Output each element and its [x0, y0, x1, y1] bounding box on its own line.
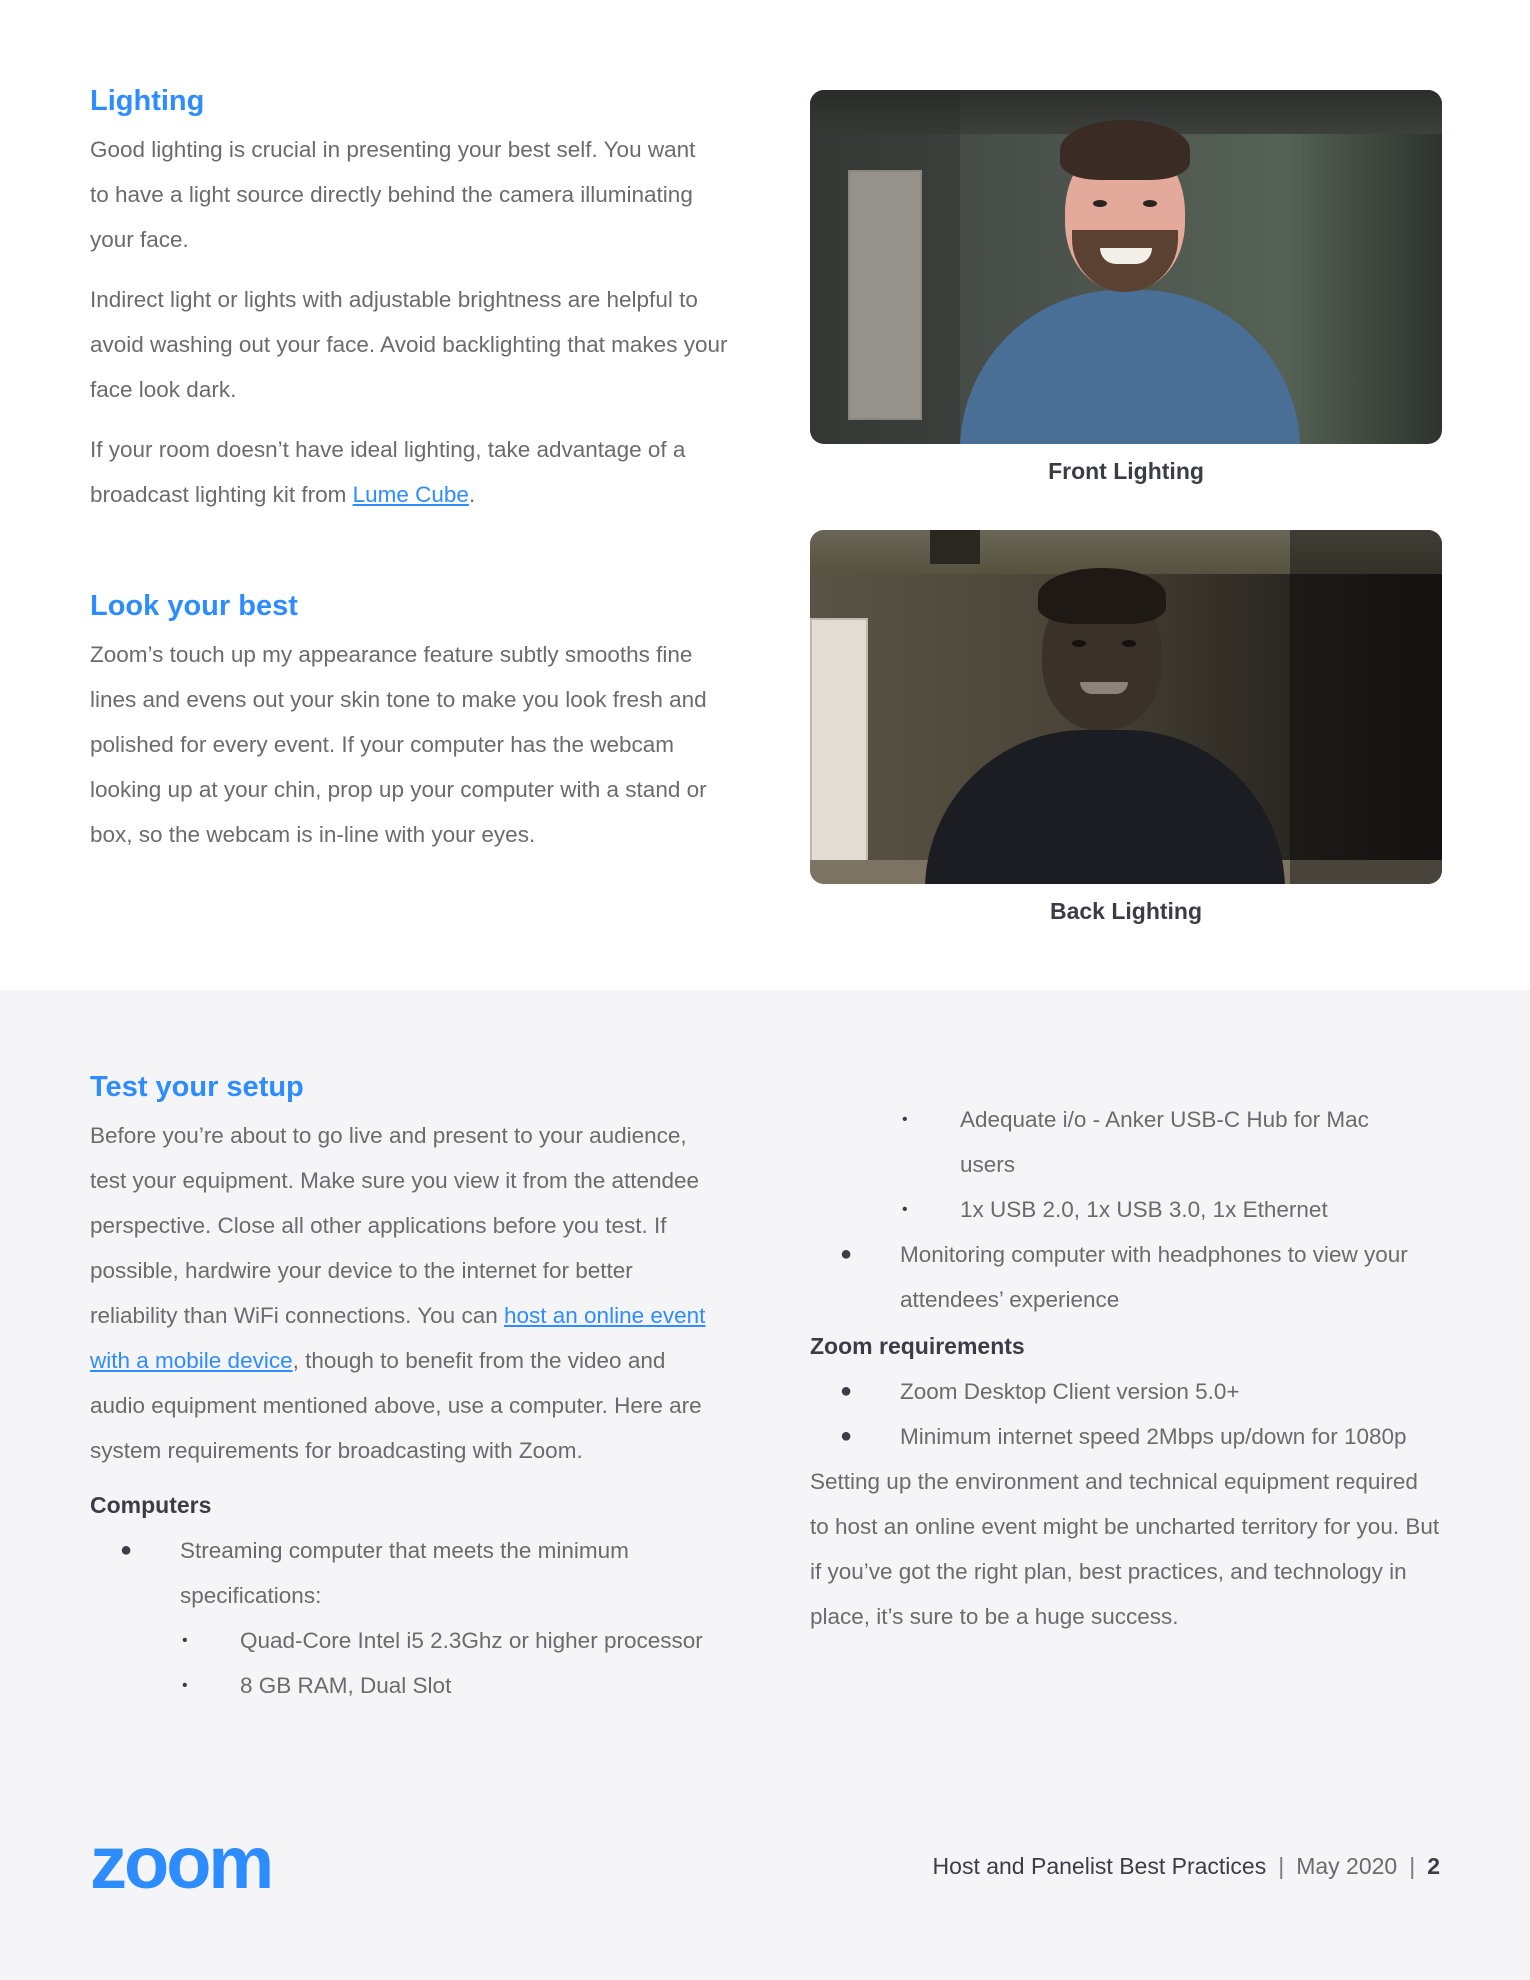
person-shirt	[925, 730, 1285, 884]
eye-right	[1143, 200, 1157, 207]
footer	[933, 1853, 1440, 1880]
zoom-requirements-heading: Zoom requirements	[810, 1333, 1025, 1359]
computers-sub-item: Quad-Core Intel i5 2.3Ghz or higher processor	[240, 1627, 703, 1653]
list-item	[90, 1618, 730, 1663]
lighting-paragraph-2: Indirect light or lights with adjustable brightness are helpful to avoid washing out your face. Avoid backlighting that makes your face look dark.	[90, 286, 728, 402]
lighting-section	[90, 84, 730, 532]
list-item	[90, 1528, 650, 1618]
mobile-device-link[interactable]: host an online event with a mobile device	[90, 1302, 706, 1373]
front-lighting-figure	[810, 90, 1442, 485]
zoom-req-item: Zoom Desktop Client version 5.0+	[900, 1379, 1240, 1404]
right-shadow	[1290, 530, 1442, 884]
bullet-icon: •	[902, 1201, 908, 1218]
bullet-icon: ●	[120, 1538, 133, 1561]
back-lighting-photo	[810, 530, 1442, 884]
footer-separator: |	[1278, 1853, 1285, 1879]
front-lighting-caption: Front Lighting	[1048, 458, 1204, 484]
zoom-req-item: Minimum internet speed 2Mbps up/down for 1080p	[900, 1424, 1407, 1449]
back-lighting-figure	[810, 530, 1442, 925]
test-setup-section	[90, 1070, 730, 1708]
bullet-icon: ●	[840, 1380, 853, 1402]
footer-doc-title: Host and Panelist Best Practices	[932, 1853, 1267, 1879]
list-item	[90, 1663, 730, 1708]
bullet-icon: ●	[840, 1243, 853, 1265]
computers-sub-item: 8 GB RAM, Dual Slot	[240, 1672, 452, 1698]
person-shirt	[960, 290, 1300, 444]
footer-separator: |	[1409, 1853, 1416, 1879]
lighting-paragraph-1: Good lighting is crucial in presenting your best self. You want to have a light source directly behind the camera illuminating your face.	[90, 136, 696, 252]
lume-cube-link[interactable]: Lume Cube	[352, 481, 469, 507]
bullet-icon: •	[182, 1631, 188, 1649]
footer-date: May 2020	[1296, 1853, 1398, 1879]
ceiling-fan	[930, 530, 980, 564]
test-setup-heading: Test your setup	[90, 1071, 304, 1103]
closing-paragraph: Setting up the environment and technical equipment required to host an online event might be uncharted territory for you. But if you’ve got the right plan, best practices, and technology in place, it’s sure to be a huge success.	[810, 1469, 1440, 1629]
test-setup-text: Before you’re about to go live and present to your audience, test your equipment. Make sure you view it from the attendee perspective. Close all other applications before you test. If possible, hardwire your device to the internet for better reliability than WiFi connections. You can	[90, 1122, 700, 1328]
zoom-logo	[90, 1836, 320, 1899]
list-item	[810, 1414, 1442, 1459]
eye-right	[1122, 640, 1136, 647]
smile	[1080, 682, 1128, 694]
lighting-paragraph-3-end: .	[468, 481, 476, 507]
hardware-sub-list	[810, 1097, 1442, 1322]
person-hair	[1060, 120, 1190, 180]
requirements-column	[810, 1097, 1442, 1654]
lighting-heading: Lighting	[90, 85, 205, 117]
back-lighting-caption: Back Lighting	[1049, 898, 1203, 924]
zoom-logo-text: zoom	[90, 1836, 272, 1894]
hardware-sub-item: 1x USB 2.0, 1x USB 3.0, 1x Ethernet	[960, 1197, 1328, 1222]
eye-left	[1093, 200, 1107, 207]
person-hair	[1038, 568, 1166, 624]
look-best-paragraph: Zoom’s touch up my appearance feature subtly smooths fine lines and evens out your skin tone to make you look fresh and polished for every event. If your computer has the webcam looking up at your chin, prop up your computer with a stand or box, so the webcam is in-line with your eyes.	[90, 641, 707, 847]
zoom-requirements-list	[810, 1369, 1442, 1459]
page-number: 2	[1427, 1853, 1440, 1879]
zoom-logo-icon	[90, 1836, 320, 1894]
computers-list	[90, 1528, 730, 1708]
look-best-heading: Look your best	[90, 590, 298, 622]
look-best-section	[90, 589, 730, 872]
door	[810, 618, 868, 883]
list-item	[810, 1232, 1442, 1322]
smile	[1100, 248, 1152, 264]
test-setup-paragraph	[90, 1113, 710, 1473]
lighting-paragraph-3	[90, 427, 720, 517]
test-setup-text-end: , though to benefit from the video and audio equipment mentioned above, use a computer. Here are system requirements for broadcasting with Zoom.	[90, 1347, 702, 1463]
list-item	[810, 1369, 1442, 1414]
hardware-sub-item: Adequate i/o - Anker USB-C Hub for Mac users	[960, 1107, 1369, 1177]
lighting-paragraph-3-text: If your room doesn’t have ideal lighting, take advantage of a broadcast lighting kit from	[90, 436, 686, 507]
bullet-icon: ●	[840, 1425, 853, 1447]
list-item	[810, 1187, 1442, 1232]
bullet-icon: •	[902, 1111, 908, 1128]
computers-heading: Computers	[90, 1491, 212, 1518]
computers-item-text: Streaming computer that meets the minimum specifications:	[180, 1537, 629, 1608]
eye-left	[1072, 640, 1086, 647]
bullet-icon: •	[182, 1676, 188, 1694]
left-shadow	[810, 90, 960, 444]
list-item	[810, 1097, 1370, 1187]
monitoring-item-text: Monitoring computer with headphones to view your attendees’ experience	[900, 1242, 1408, 1312]
front-lighting-photo	[810, 90, 1442, 444]
